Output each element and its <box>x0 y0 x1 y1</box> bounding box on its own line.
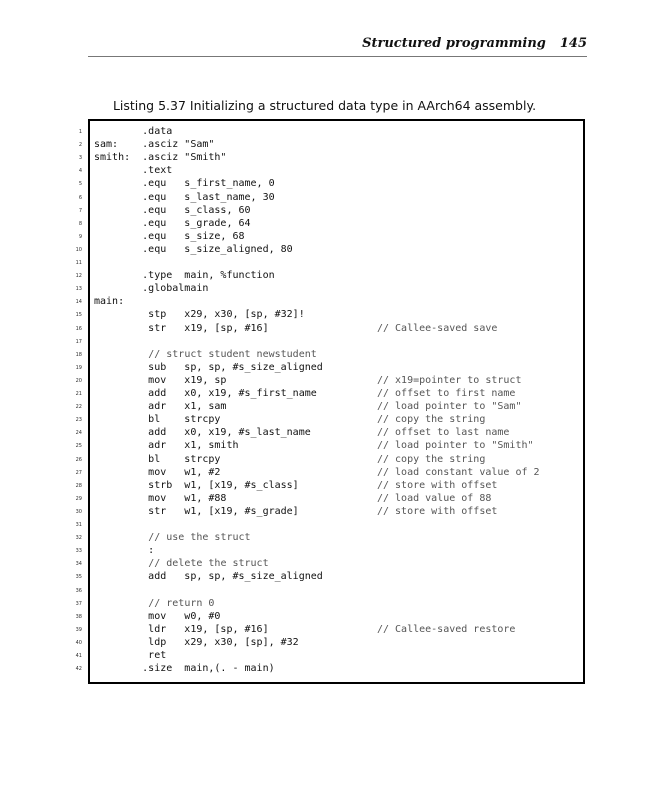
code-line <box>75 269 583 282</box>
line-number: 31 <box>75 522 82 528</box>
code-comment: // store with offset <box>376 479 498 491</box>
code-text: adr x1, sam // load pointer to "Sam" <box>94 401 522 413</box>
line-number: 32 <box>75 535 82 542</box>
code-line <box>75 387 583 400</box>
code-line <box>78 217 583 230</box>
code-text: sam: .asciz "Sam" <box>94 139 215 151</box>
code-text: mov w1, #88 // load value of 88 <box>94 492 492 504</box>
code-line <box>78 164 583 177</box>
code-line <box>78 138 583 151</box>
line-number: 40 <box>75 639 82 646</box>
code-comment: // store with offset <box>376 505 498 517</box>
listing-caption <box>0 98 649 113</box>
code-text: .equ s_size_aligned, 80 <box>94 243 293 255</box>
code-line <box>75 243 583 256</box>
line-number: 13 <box>75 286 82 293</box>
code-line <box>75 335 583 348</box>
code-text: ret <box>94 650 167 661</box>
line-number: 27 <box>75 469 82 476</box>
code-line <box>75 623 583 636</box>
code-text: .equ s_first_name, 0 <box>94 178 275 190</box>
code-text: add x0, x19, #s_last_name // offset to last name <box>94 427 510 439</box>
line-number: 2 <box>78 142 82 149</box>
code-text: smith: .asciz "Smith" <box>94 152 227 164</box>
code-line <box>78 191 583 204</box>
code-line <box>75 557 583 570</box>
code-text: str w1, [x19, #s_grade] // store with offset <box>94 505 498 517</box>
code-text: sub sp, sp, #s_size_aligned <box>94 361 323 373</box>
code-line <box>75 584 583 597</box>
line-number: 16 <box>75 325 82 332</box>
code-listing <box>75 119 585 684</box>
code-text: // delete the struct <box>142 558 269 570</box>
code-comment: // load constant value of 2 <box>376 466 540 478</box>
code-text: .equ s_last_name, 30 <box>94 191 275 203</box>
line-number: 1 <box>78 129 82 135</box>
code-comment: // load value of 88 <box>376 492 492 504</box>
code-text: // return 0 <box>142 597 215 609</box>
code-line <box>78 151 583 164</box>
line-number: 14 <box>75 299 82 306</box>
code-line <box>75 531 583 544</box>
page-number: 145 <box>559 36 587 51</box>
code-text: // use the struct <box>142 532 251 544</box>
line-number: 3 <box>78 155 82 162</box>
code-comment: // copy the string <box>376 453 486 465</box>
code-text: adr x1, smith // load pointer to "Smith" <box>94 440 534 452</box>
code-text: str x19, [sp, #16] // Callee-saved save <box>94 322 498 334</box>
line-number: 7 <box>78 207 82 214</box>
line-number: 22 <box>75 404 82 411</box>
line-number: 11 <box>75 260 82 266</box>
line-number: 18 <box>75 351 82 358</box>
code-line <box>75 348 583 361</box>
code-line <box>75 453 583 466</box>
code-text: .type main, %function <box>94 270 275 282</box>
line-number: 4 <box>78 168 82 175</box>
line-number: 39 <box>75 626 82 633</box>
code-line <box>75 282 583 295</box>
code-line <box>75 256 583 269</box>
code-line <box>75 597 583 610</box>
line-number: 36 <box>75 587 82 594</box>
code-line <box>75 361 583 374</box>
code-line <box>75 570 583 583</box>
line-number: 33 <box>75 548 82 555</box>
code-line <box>75 636 583 649</box>
code-comment: // Callee-saved restore <box>376 623 516 635</box>
code-line <box>75 308 583 321</box>
caption-text: Initializing a structured data type in AArch64 assembly. <box>189 98 537 113</box>
code-line <box>78 125 583 138</box>
code-text: .equ s_class, 60 <box>94 204 251 216</box>
code-line <box>75 479 583 492</box>
code-text: mov w1, #2 // load constant value of 2 <box>94 466 540 478</box>
code-text: mov x19, sp // x19=pointer to struct <box>94 374 522 386</box>
code-text: .globalmain <box>94 283 209 295</box>
code-comment: // copy the string <box>376 414 486 426</box>
code-line <box>75 439 583 452</box>
code-line <box>78 177 583 190</box>
code-comment: // offset to first name <box>376 388 516 399</box>
line-number: 26 <box>75 456 82 463</box>
code-text: bl strcpy // copy the string <box>94 414 486 426</box>
code-line <box>75 413 583 426</box>
line-number: 19 <box>75 364 82 371</box>
code-text: strb w1, [x19, #s_class] // store with offset <box>94 479 498 491</box>
code-line <box>75 466 583 479</box>
code-text: bl strcpy // copy the string <box>94 453 486 465</box>
code-line <box>75 518 583 531</box>
line-number: 37 <box>75 600 82 607</box>
line-number: 21 <box>75 391 82 397</box>
code-line <box>75 662 583 675</box>
code-text: add x0, x19, #s_first_name // offset to first name <box>94 388 516 399</box>
code-line <box>75 544 583 557</box>
code-comment: // offset to last name <box>376 427 510 439</box>
code-text: // struct student newstudent <box>142 348 317 360</box>
code-comment: // load pointer to "Smith" <box>376 440 534 452</box>
code-line <box>75 295 583 308</box>
code-text: mov w0, #0 <box>94 610 221 622</box>
code-line <box>75 492 583 505</box>
code-line <box>75 400 583 413</box>
line-number: 29 <box>75 495 82 502</box>
code-text: .data <box>94 126 173 137</box>
running-header <box>88 36 587 57</box>
line-number: 41 <box>75 653 82 659</box>
code-line <box>75 649 583 662</box>
code-line <box>75 505 583 518</box>
code-text: .equ s_grade, 64 <box>94 217 251 229</box>
code-comment: // load pointer to "Sam" <box>376 401 522 413</box>
code-line <box>75 610 583 623</box>
line-number: 12 <box>75 273 82 280</box>
line-number: 15 <box>75 312 82 319</box>
line-number: 24 <box>75 430 82 437</box>
caption-label: Listing 5.37 <box>112 98 186 113</box>
code-text: ldp x29, x30, [sp], #32 <box>94 636 299 648</box>
code-text: .size main,(. - main) <box>94 663 275 675</box>
line-number: 42 <box>75 666 82 673</box>
code-text: .text <box>94 165 173 177</box>
code-line <box>75 426 583 439</box>
code-line <box>78 204 583 217</box>
code-comment: // Callee-saved save <box>376 322 498 334</box>
code-text: ldr x19, [sp, #16] // Callee-saved restore <box>94 623 516 635</box>
code-text: add sp, sp, #s_size_aligned <box>94 571 323 583</box>
line-number: 30 <box>75 508 82 515</box>
line-number: 28 <box>75 482 82 489</box>
line-number: 20 <box>75 377 82 384</box>
line-number: 35 <box>75 574 82 581</box>
code-comment: // x19=pointer to struct <box>376 374 522 386</box>
code-line <box>78 230 583 243</box>
line-number: 5 <box>78 181 82 188</box>
code-line <box>75 322 583 335</box>
code-text: : <box>94 545 155 557</box>
line-number: 34 <box>75 561 82 568</box>
line-number: 38 <box>75 613 82 620</box>
line-number: 6 <box>78 194 82 201</box>
line-number: 10 <box>75 246 82 253</box>
line-number: 17 <box>75 338 82 345</box>
line-number: 9 <box>78 233 82 240</box>
line-number: 25 <box>75 443 82 450</box>
header-title: Structured programming <box>362 36 546 51</box>
code-line <box>75 374 583 387</box>
line-number: 23 <box>75 417 82 424</box>
line-number: 8 <box>78 220 82 227</box>
code-text: .equ s_size, 68 <box>94 230 245 242</box>
code-text: stp x29, x30, [sp, #32]! <box>94 309 305 321</box>
code-text: main: <box>94 296 125 308</box>
